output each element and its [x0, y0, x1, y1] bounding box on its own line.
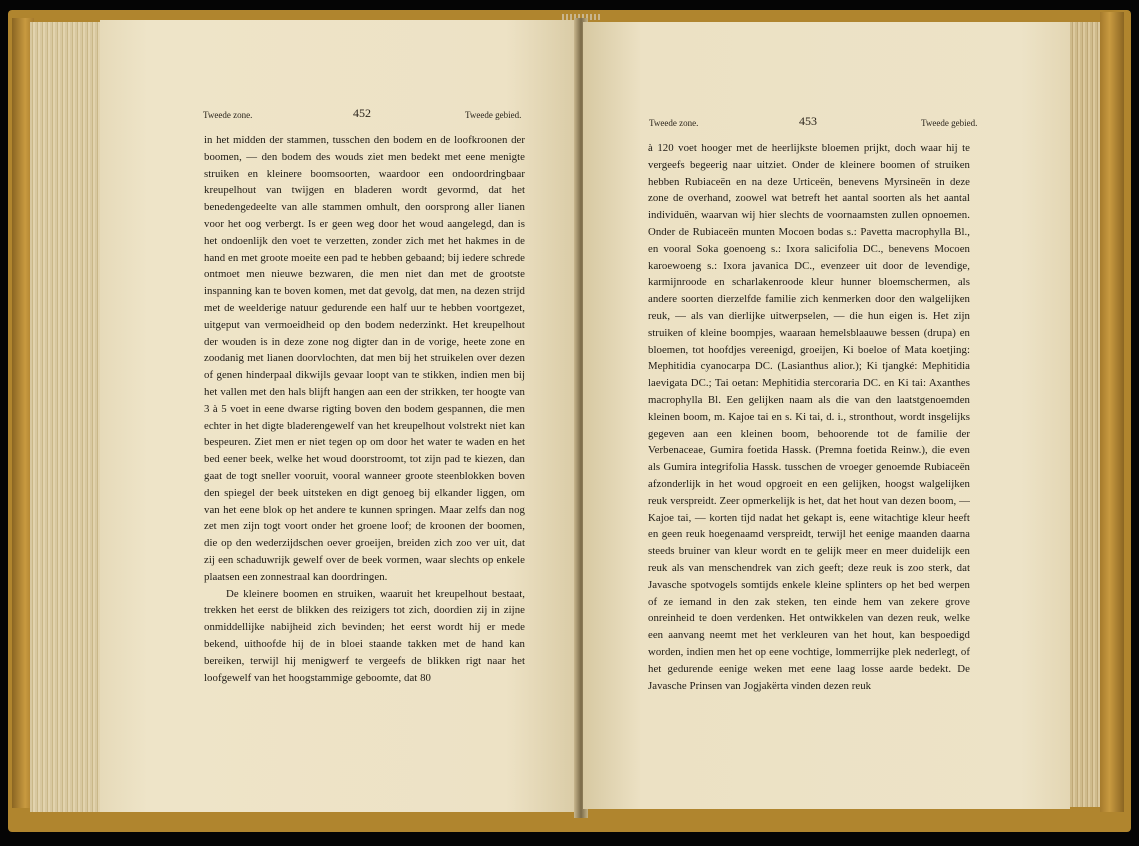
left-paragraph-1: in het midden der stammen, tusschen den bodem en de loofkroonen der boomen, — den bodem des wouds ziet men bedekt met eene menigte struiken en kleinere boomsoorten, waardoor een ondoordringbaar kreupelhout van twijgen en bladeren wordt gevormd, dat het benedengedeelte van alle stammen omhult, den oorsprong aller lianen voor het oog verbergt. Is er geen weg door het woud aangelegd, dan is het ondoenlijk den voet te verzetten, zonder zich met het hakmes in de hand en met groote moeite een pad te hebben gebaand; bij iedere schrede ontmoet men nieuwe bezwaren, die men niet dan met de grootste inspanning kan te boven komen, met dat gevolg, dat men, na dezen strijd met de weelderige natuur gedurende een half uur te hebben voortgezet, uitgeput van vermoeidheid op den bodem nederzinkt. Het kreupelhout der wouden is in deze zone nog digter dan in de vorige, heete zone en zoodanig met lianen doorvlochten, dat men bij het struikelen over dezen of genen hinderpaal dikwijls gevaar loopt van te stikken, indien men bij het vallen met den hals blijft hangen aan een der strikken, ter hoogte van 3 à 5 voet in eene dwarse rigting boven den bodem gespannen, die men echter in het digte bladerengewelf van het kreupelhout volstrekt niet kan bespeuren. Ziet men er niet tegen op om door het water te waden en het bed eener beek, welke het woud doorstroomt, tot zijn pad te kiezen, dan gaat de togt sneller vooruit, vooral wanneer groote steenblokken boven den spiegel der beek uitsteken en digt genoeg bij elkander liggen, om van het eene blok op het andere te kunnen springen. Maar zelfs dan nog zet men zijn togt voort onder het groene loof; de kroonen der boomen, die op den wederzijdschen oever groeijen, breiden zich zoo ver uit, dat zij een schaduwrijk gewelf over de beek vormen, waar slechts op enkele plaatsen een zonnestraal kan doordringen. — [204, 134, 525, 583]
left-header-region: Tweede gebied. — [465, 110, 522, 120]
right-header-section: Tweede zone. — [649, 118, 699, 128]
left-page-stack — [30, 22, 102, 812]
left-page-header — [100, 106, 578, 126]
right-page-body — [648, 140, 970, 694]
right-page-stack — [1065, 22, 1103, 807]
left-page-body — [204, 132, 525, 686]
right-header-region: Tweede gebied. — [921, 118, 978, 128]
right-page — [583, 22, 1070, 809]
left-paragraph-2: De kleinere boomen en struiken, waaruit het kreupelhout bestaat, trekken het eerst de blikken des reizigers tot zich, doordien zij in zijne onmiddellijke nabijheid zich bevinden; het eerst wordt hij er mede bekend, uithoofde hij de in bloei staande takken met de hand kan bereiken, terwijl hij menigwerf te vergeefs de blikken rigt naar het loofgewelf van het hoogstammige geboomte, dat 80 — [204, 587, 525, 684]
right-page-number: 453 — [799, 114, 817, 128]
right-page-header — [583, 114, 1070, 134]
left-header-section: Tweede zone. — [203, 110, 253, 120]
left-page-number: 452 — [353, 106, 371, 120]
right-paragraph-1: à 120 voet hooger met de heerlijkste bloemen prijkt, doch waar hij te vergeefs begeerig naar uitziet. Onder de kleinere boomen of struiken hebben Rubiaceën en na deze Urticeën, benevens Myrsineën in deze zone de overhand, zoowel wat betreft het aantal soorten als het aantal individuën, waarvan wij hier slechts de voornaamsten zullen opnoemen. Onder de Rubiaceën munten Mocoen bodas s.: Pavetta macrophylla Bl., en vooral Soka goenoeng s.: Ixora salicifolia DC., benevens Mocoen karoewoeng s.: Ixora javanica DC., evenzeer uit door de levendige, karmijnroode en scharlakenroode kleur hunner bloemschermen, als andere soorten dierzelfde familie zich kenmerken door den walgelijken reuk, — als van dierlijke uitwerpselen, — die hun eigen is. Het zijn struiken of kleine boompjes, waaraan hemelsblaauwe bessen (drupa) en bloemen, tot hoofdjes vereenigd, groeijen, Ki boeloe of Mata koetjing: Mephitidia cyanocarpa DC. (Lasianthus alior.); Ki tjangké: Mephitidia laevigata DC.; Tai oetan: Mephitidia stercoraria DC. en Ki tai: Axanthes macrophylla Bl. Een gelijken naam als die van den laatstgenoemden kleinen boom, m. Kajoe tai en s. Ki tai, d. i., stronthout, wordt insgelijks gegeven aan een kleinen boom, behoorende tot de familie der Verbenaceae, Gumira foetida Hassk. (Premna foetida Reinw.), die even als Gumira integrifolia Hassk. tusschen de vroeger genoemde Rubiaceën afzonderlijk in het woud opgroeit en een gelijken, hoogst walgelijken reuk verspreidt. Zeer opmerkelijk is het, dat het hout van dezen boom, — Kajoe tai, — korten tijd nadat het gekapt is, eene witachtige kleur heeft en geen reuk hoegenaamd verspreidt, terwijl het eenige maanden daarna steeds bruiner van kleur wordt en te gelijk meer en meer duidelijk een reuk als van menschendrek van zich geeft; deze reuk is zoo sterk, dat Javasche spotvogels somtijds enkele kleine splinters op het bed werpen of ze iemand in den zak steken, ten einde hem van zekere grove onreinheid te doen verdenken. Het ontwikkelen van dezen reuk, welke een aanvang neemt met het verkleuren van het hout, kan bespoedigd worden, indien men het op eene vochtige, lommerrijke plek nederlegt, of het gedurende eenige weken met eene laag losse aarde bedekt. De Javasche Prinsen van Jogjakërta vinden dezen reuk — [648, 142, 970, 692]
left-page — [100, 20, 578, 812]
right-cover-edge — [1100, 12, 1124, 812]
